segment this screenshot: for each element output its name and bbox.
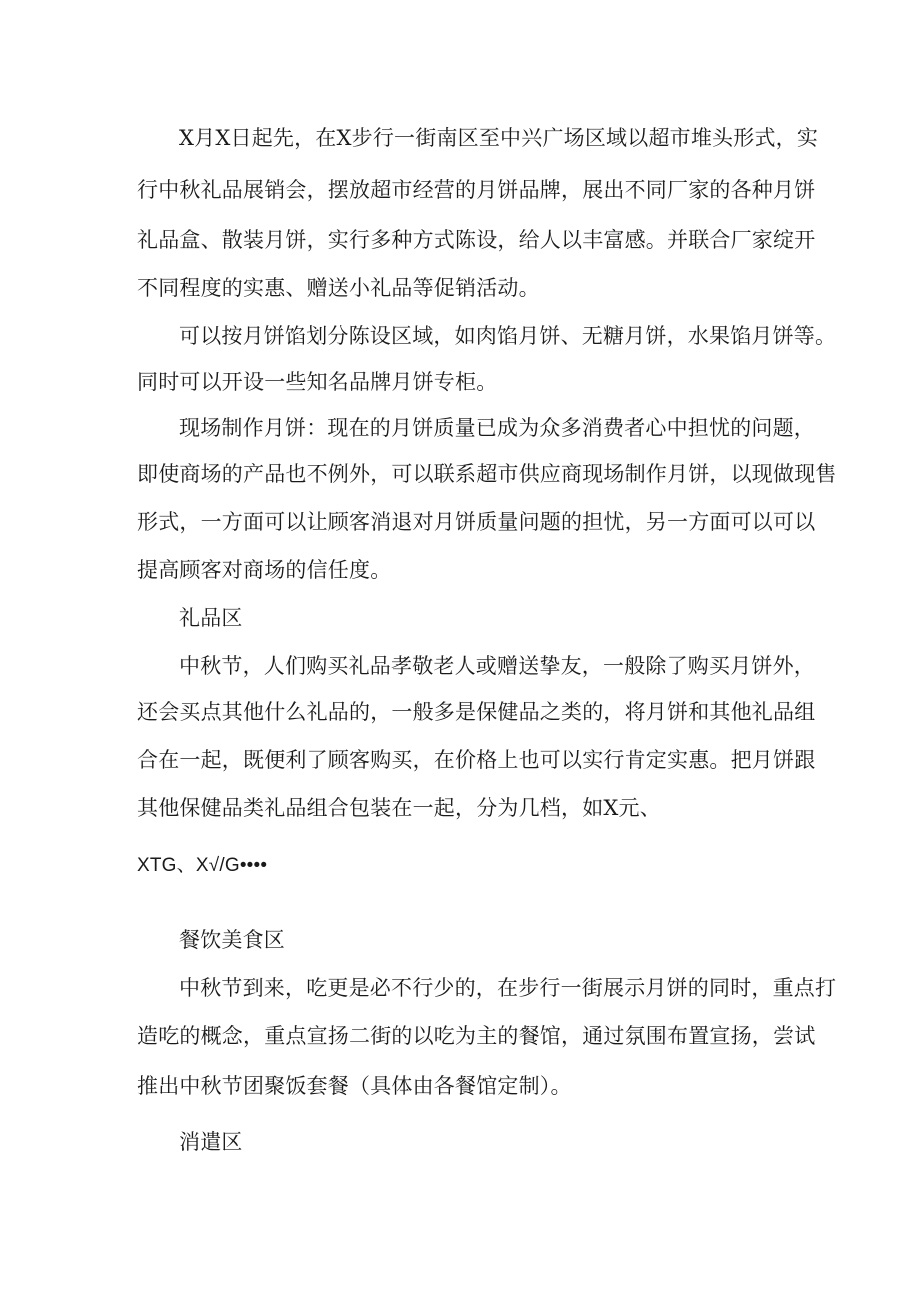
paragraph-5-line-3: 推出中秋节团聚饭套餐（具体由各餐馆定制）。	[137, 1074, 572, 1098]
paragraph-5-line-1: 中秋节到来，吃更是必不行少的，在步行一街展示月饼的同时，重点打	[179, 976, 837, 1000]
paragraph-1-line-4: 不同程度的实惠、赠送小礼品等促销活动。	[137, 276, 540, 300]
paragraph-2-line-2: 同时可以开设一些知名品牌月饼专柜。	[137, 370, 498, 394]
paragraph-5-line-2: 造吃的概念，重点宣扬二街的以吃为主的餐馆，通过氛围布置宣扬，尝试	[137, 1024, 816, 1048]
section-heading-dining-area: 餐饮美食区	[179, 928, 285, 952]
paragraph-4-line-4: 其他保健品类礼品组合包装在一起，分为几档，如X元、	[137, 796, 661, 820]
paragraph-3-line-4: 提高顾客对商场的信任度。	[137, 558, 392, 582]
section-heading-gift-area: 礼品区	[179, 606, 243, 630]
paragraph-2-line-1: 可以按月饼馅划分陈设区域，如肉馅月饼、无糖月饼，水果馅月饼等。	[179, 324, 837, 348]
paragraph-1-line-1: X月X日起先，在X步行一街南区至中兴广场区域以超市堆头形式，实	[179, 126, 819, 150]
paragraph-4-line-5: XTG、X√/G••••	[137, 855, 268, 876]
paragraph-1-line-2: 行中秋礼品展销会，摆放超市经营的月饼品牌，展出不同厂家的各种月饼	[137, 178, 816, 202]
section-heading-leisure-area: 消遣区	[179, 1130, 243, 1154]
paragraph-3-line-1: 现场制作月饼：现在的月饼质量已成为众多消费者心中担忧的问题，	[179, 416, 815, 440]
paragraph-4-line-2: 还会买点其他什么礼品的，一般多是保健品之类的，将月饼和其他礼品组	[137, 700, 816, 724]
paragraph-1-line-3: 礼品盒、散装月饼，实行多种方式陈设，给人以丰富感。并联合厂家绽开	[137, 228, 816, 252]
paragraph-3-line-3: 形式，一方面可以让顾客消退对月饼质量问题的担忧，另一方面可以可以	[137, 510, 816, 534]
paragraph-4-line-1: 中秋节，人们购买礼品孝敬老人或赠送挚友，一般除了购买月饼外，	[179, 654, 815, 678]
paragraph-4-line-3: 合在一起，既便利了顾客购买，在价格上也可以实行肯定实惠。把月饼跟	[137, 748, 816, 772]
paragraph-3-line-2: 即使商场的产品也不例外，可以联系超市供应商现场制作月饼，以现做现售	[137, 462, 837, 486]
